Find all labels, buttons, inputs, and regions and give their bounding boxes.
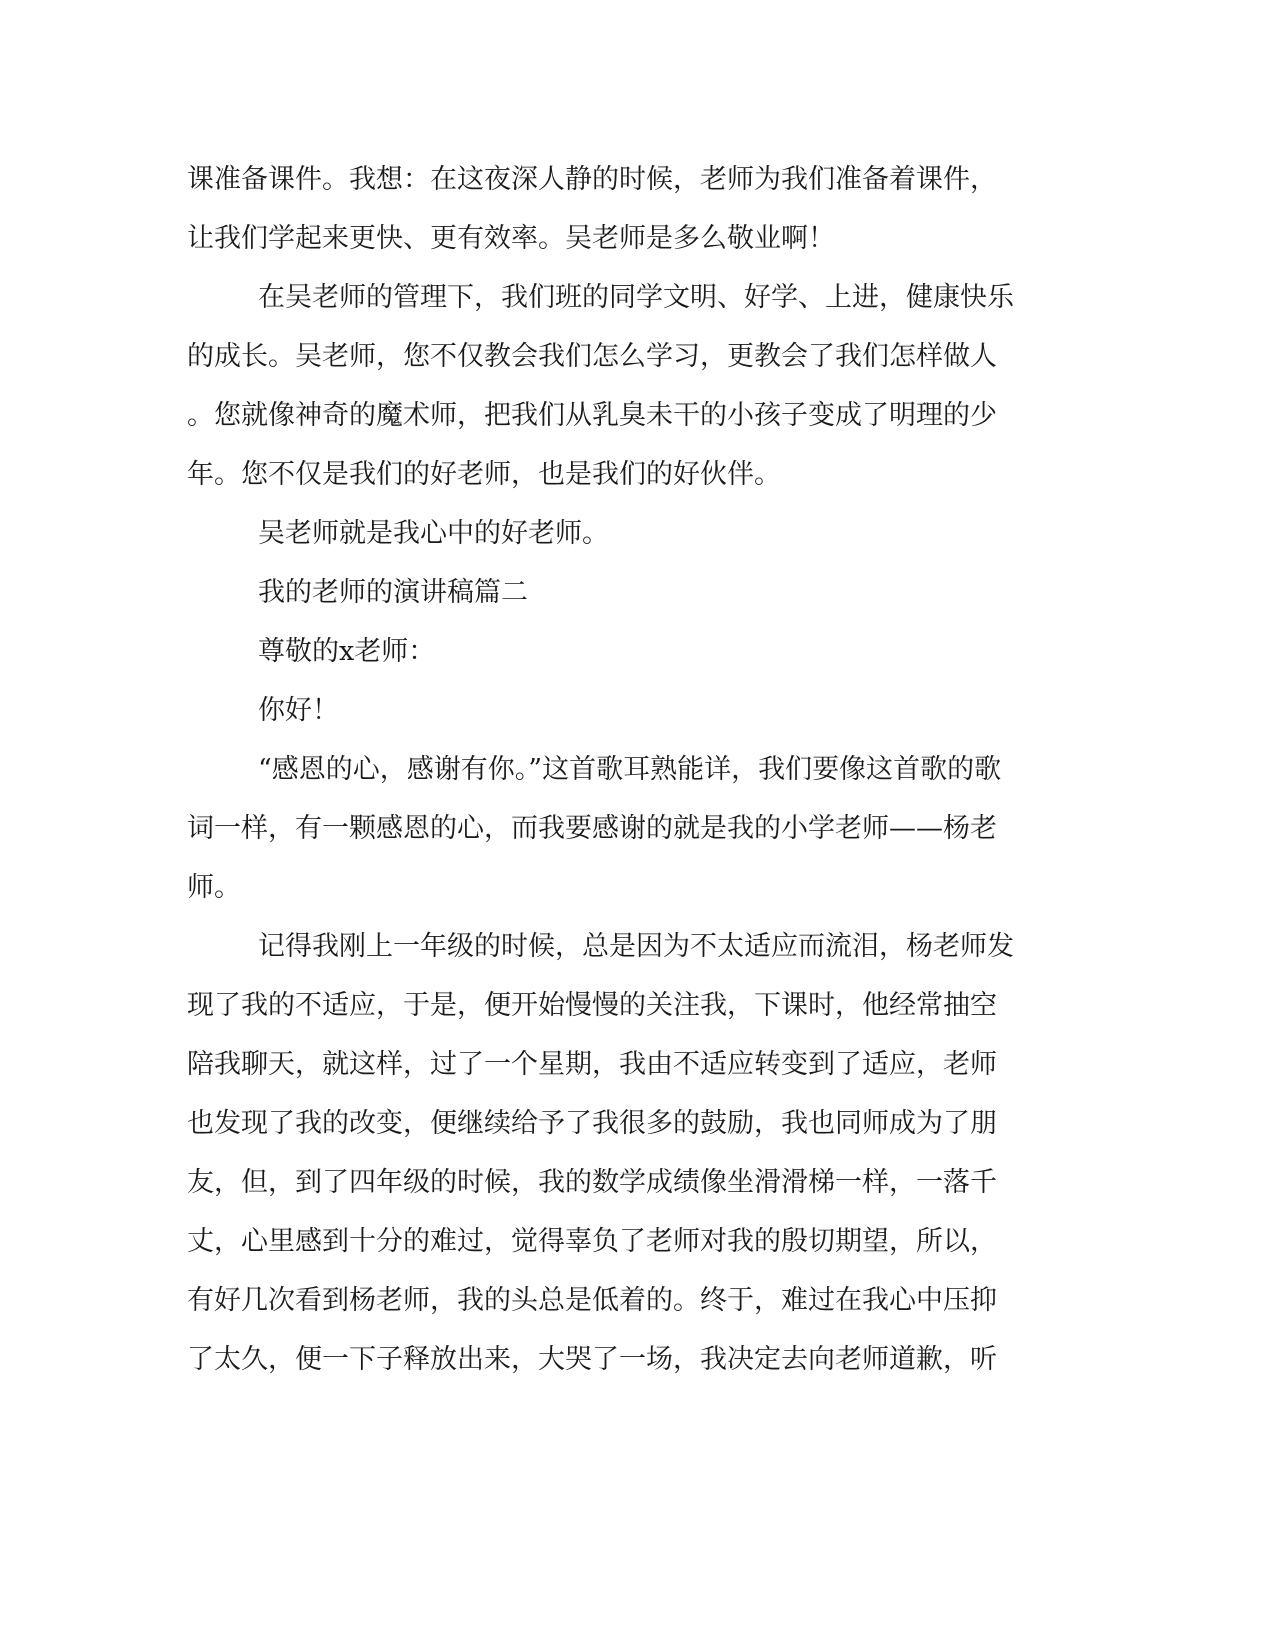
text-line: 让我们学起来更快、更有效率。吴老师是多么敬业啊！	[187, 223, 835, 254]
text-line: 师。	[187, 872, 241, 903]
greeting: 你好！	[258, 695, 339, 726]
paragraph-start-line: 在吴老师的管理下，我们班的同学文明、好学、上进，健康快乐	[258, 282, 1014, 313]
text-line: 的成长。吴老师，您不仅教会我们怎么学习，更教会了我们怎样做人	[187, 341, 997, 372]
text-line: 了太久，便一下子释放出来，大哭了一场，我决定去向老师道歉，听	[187, 1344, 997, 1375]
section-heading: 我的老师的演讲稿篇二	[258, 577, 528, 608]
text-line: 词一样，有一颗感恩的心，而我要感谢的就是我的小学老师——杨老	[187, 813, 997, 844]
text-line: 。您就像神奇的魔术师，把我们从乳臭未干的小孩子变成了明理的少	[187, 400, 997, 431]
paragraph-line: 吴老师就是我心中的好老师。	[258, 518, 609, 549]
salutation: 尊敬的x老师：	[258, 636, 436, 667]
paragraph-start-line: 记得我刚上一年级的时候，总是因为不太适应而流泪，杨老师发	[258, 931, 1014, 962]
text-line: 年。您不仅是我们的好老师，也是我们的好伙伴。	[187, 459, 781, 490]
text-line: 现了我的不适应，于是，便开始慢慢的关注我，下课时，他经常抽空	[187, 990, 997, 1021]
text-line: 友，但，到了四年级的时候，我的数学成绩像坐滑滑梯一样，一落千	[187, 1167, 997, 1198]
text-line: 也发现了我的改变，便继续给予了我很多的鼓励，我也同师成为了朋	[187, 1108, 997, 1139]
text-line: 课准备课件。我想：在这夜深人静的时候，老师为我们准备着课件，	[187, 164, 997, 195]
text-line: 陪我聊天，就这样，过了一个星期，我由不适应转变到了适应，老师	[187, 1049, 997, 1080]
text-line: 丈，心里感到十分的难过，觉得辜负了老师对我的殷切期望，所以，	[187, 1226, 997, 1257]
text-line: 有好几次看到杨老师，我的头总是低着的。终于，难过在我心中压抑	[187, 1285, 997, 1316]
paragraph-start-line: “感恩的心，感谢有你。”这首歌耳熟能详，我们要像这首歌的歌	[258, 754, 1002, 785]
